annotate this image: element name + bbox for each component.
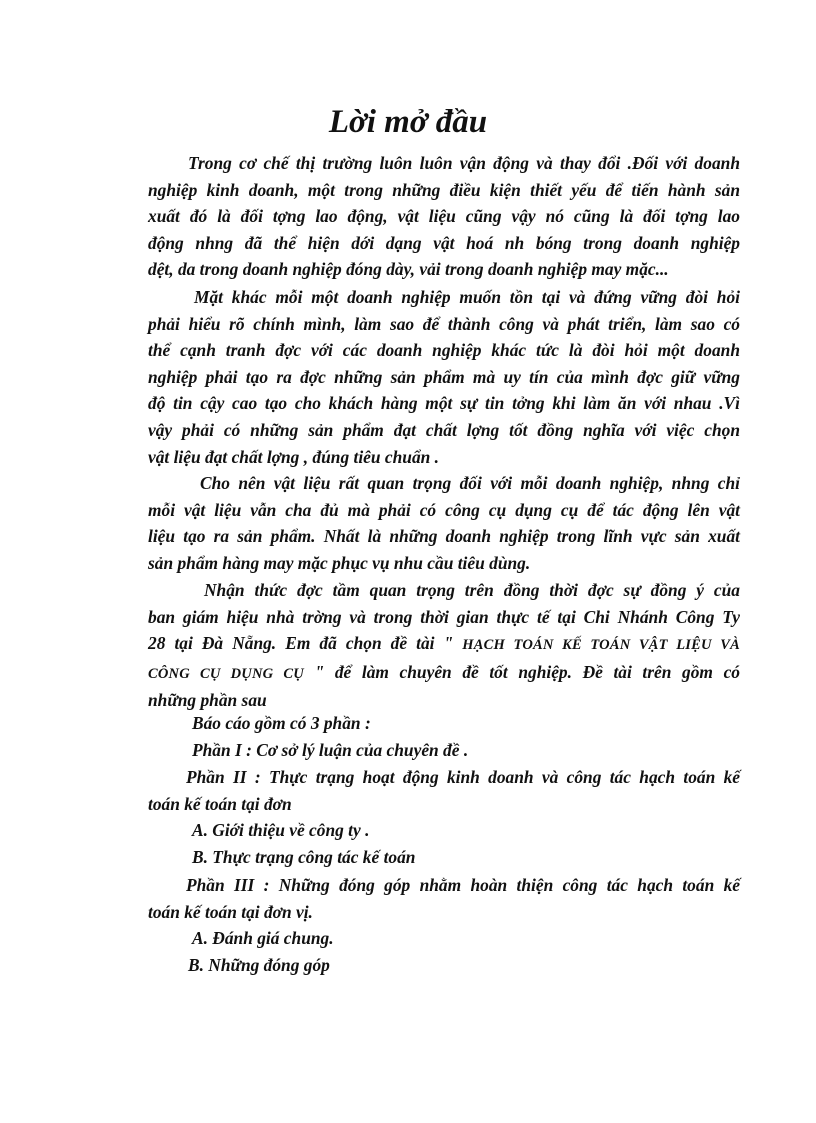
paragraph-line: toán kế toán tại đơn vị. [148, 901, 313, 922]
paragraph-line [148, 659, 740, 688]
paragraph-line: dệt, da trong doanh nghiệp đóng dày, vải trong doanh nghiệp may mặc... [148, 259, 669, 280]
paragraph-line: vậy phải có những sản phẩm đạt chất lợng tốt đồng nghĩa với việc chọn [148, 419, 740, 440]
page-title: Lời mở đầu [328, 104, 488, 140]
paragraph-line: Trong cơ chế thị trường luôn luôn vận động và thay đổi .Đối với doanh [188, 153, 740, 173]
outline-intro: Báo cáo gồm có 3 phần : [192, 713, 371, 733]
paragraph-line: Cho nên vật liệu rất quan trọng đối với mỗi doanh nghiệp, nhng chỉ [200, 473, 740, 493]
paragraph-line: Mặt khác mỗi một doanh nghiệp muốn tồn tại và đứng vững đòi hỏi [194, 287, 740, 307]
topic-title-caps: CÔNG CỤ DỤNG CỤ [148, 665, 304, 682]
paragraph-4 [148, 577, 740, 714]
outline-part-3-a: A. Đánh giá chung. [192, 928, 334, 948]
paragraph-line: Nhận thức đợc tầm quan trọng trên đồng thời đợc sự đồng ý của [204, 580, 740, 600]
paragraph-line: sản phẩm hàng may mặc phục vụ nhu cầu tiêu dùng. [148, 552, 531, 573]
outline-part-2 [148, 764, 740, 817]
paragraph-line: Phần III : Những đóng góp nhằm hoàn thiện công tác hạch toán kế [186, 875, 740, 895]
paragraph-line: phải hiểu rõ chính mình, làm sao để thành công và phát triển, làm sao có [148, 313, 740, 334]
text-run: 28 tại Đà Nẵng. Em đã chọn đề tài " [148, 633, 454, 654]
paragraph-line: vật liệu đạt chất lợng , đúng tiêu chuẩn . [148, 446, 440, 467]
text-run: " để làm chuyên đề tốt nghiệp. Đề tài trên gồm có [314, 661, 740, 682]
paragraph-line: nghiệp phải tạo ra đợc những sản phẩm mà uy tín của mình đợc giữ vững [148, 366, 740, 387]
paragraph-line: toán kế toán tại đơn [148, 793, 292, 814]
outline-part-3-b: B. Những đóng góp [188, 955, 330, 975]
paragraph-1 [148, 150, 740, 283]
paragraph-line: những phần sau [148, 690, 267, 711]
topic-title-caps: HẠCH TOÁN KẾ TOÁN VẬT LIỆU VÀ [462, 637, 740, 654]
paragraph-line: động nhng đã thể hiện dới dạng vật hoá nh bóng trong doanh nghiệp [148, 232, 740, 253]
paragraph-line [148, 630, 740, 659]
paragraph-2 [148, 284, 740, 470]
paragraph-3 [148, 470, 740, 576]
outline-part-3 [148, 872, 740, 925]
paragraph-line: Phần II : Thực trạng hoạt động kinh doanh và công tác hạch toán kế [186, 767, 740, 787]
outline-part-1: Phần I : Cơ sở lý luận của chuyên đề . [192, 740, 469, 760]
paragraph-line: xuất đó là đối tợng lao động, vật liệu cũng vậy nó cũng là đối tợng lao [148, 206, 740, 227]
paragraph-line: nghiệp kinh doanh, một trong những điều kiện thiết yếu để tiến hành sản [148, 179, 740, 200]
outline-part-2-a: A. Giới thiệu về công ty . [192, 820, 370, 840]
paragraph-line: mỗi vật liệu vẫn cha đủ mà phải có công cụ dụng cụ để tác động lên vật [148, 499, 740, 520]
paragraph-line: ban giám hiệu nhà trờng và trong thời gian thực tế tại Chi Nhánh Công Ty [148, 606, 740, 627]
paragraph-line: thể cạnh tranh đợc với các doanh nghiệp khác tức là đòi hỏi một doanh [148, 340, 740, 361]
paragraph-line: độ tin cậy cao tạo cho khách hàng một sự tin tởng khi làm ăn với nhau .Vì [148, 393, 740, 414]
outline-part-2-b: B. Thực trạng công tác kế toán [192, 847, 416, 867]
paragraph-line: liệu tạo ra sản phẩm. Nhất là những doanh nghiệp trong lĩnh vực sản xuất [148, 526, 740, 547]
